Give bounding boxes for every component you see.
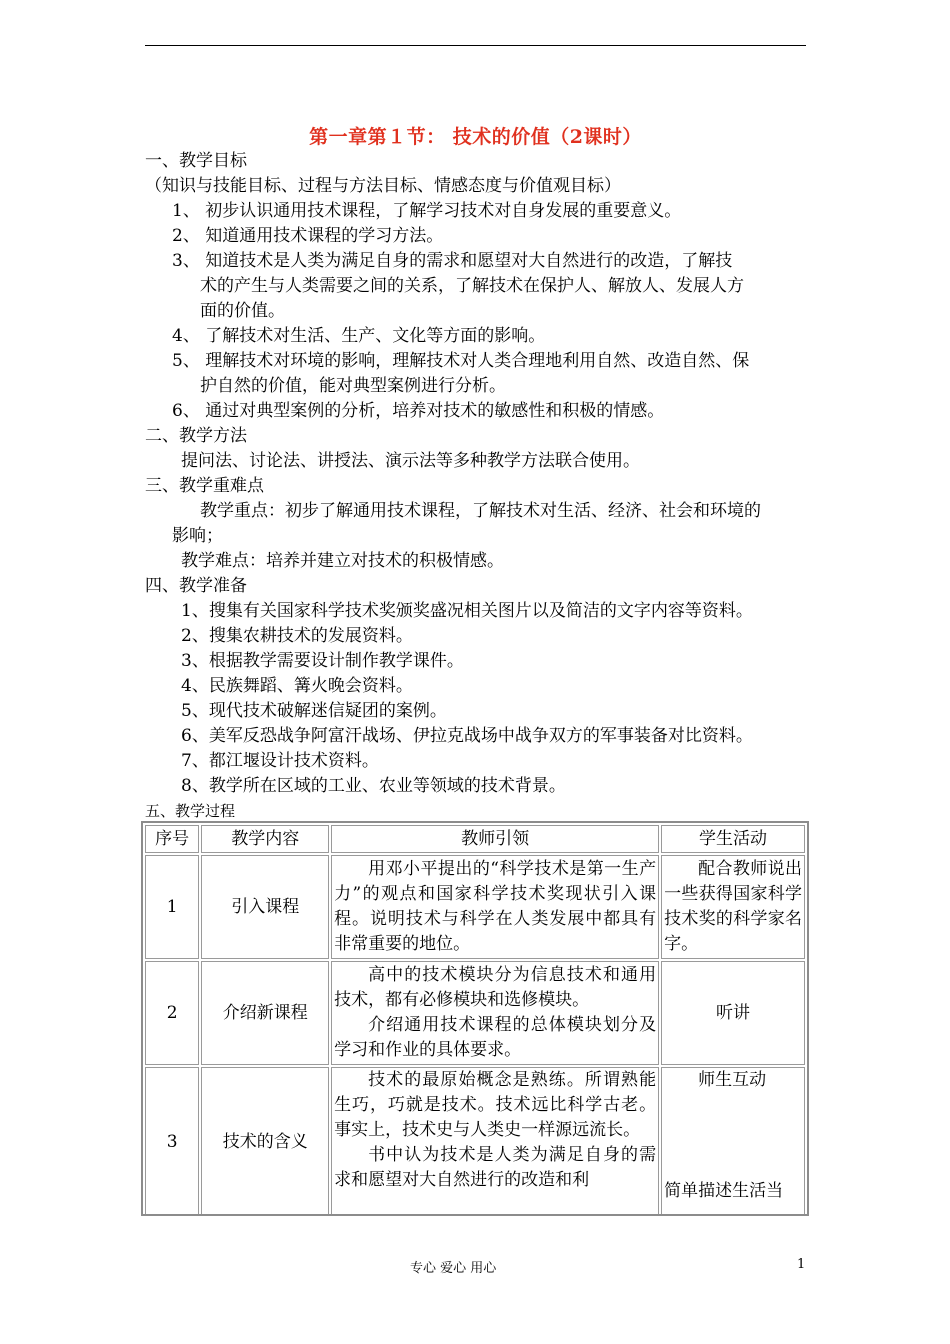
table-row: [145, 1067, 805, 1216]
row-content: 引入课程: [201, 855, 329, 959]
section-heading: 二、教学方法: [145, 426, 247, 446]
list-item: 3、根据教学需要设计制作教学课件。: [181, 651, 464, 671]
page-title: 第一章第１节： 技术的价值（2课时）: [309, 126, 642, 148]
text-line: 教学重点：初步了解通用技术课程，了解技术对生活、经济、社会和环境的: [200, 501, 761, 521]
list-item: 8、教学所在区域的工业、农业等领域的技术背景。: [181, 776, 566, 796]
row-content: 技术的含义: [201, 1067, 329, 1216]
header-rule: [145, 45, 806, 46]
section-heading: 三、教学重难点: [145, 476, 264, 496]
list-item: 7、都江堰设计技术资料。: [181, 751, 379, 771]
page-number: 1: [797, 1257, 806, 1272]
table-row: [145, 961, 805, 1065]
text-line: 术的产生与人类需要之间的关系，了解技术在保护人、解放人、发展人方: [200, 276, 744, 296]
student-paragraph: 配合教师说出一些获得国家科学技术奖的科学家名字。: [664, 859, 802, 954]
text-line: 提问法、讨论法、讲授法、演示法等多种教学方法联合使用。: [181, 451, 640, 471]
column-header: 序号: [145, 825, 199, 853]
guide-paragraph: 介绍通用技术课程的总体模块划分及学习和作业的具体要求。: [334, 1015, 657, 1060]
row-number: 2: [145, 961, 199, 1065]
guide-paragraph: 高中的技术模块分为信息技术和通用技术，都有必修模块和选修模块。: [334, 965, 657, 1010]
row-number: 1: [145, 855, 199, 959]
footer-slogan: 专心 爱心 用心: [410, 1261, 497, 1276]
guide-paragraph: 用邓小平提出的“科学技术是第一生产力”的观点和国家科学技术奖现状引入课程。说明技术与科学在人类发展中都具有非常重要的地位。: [334, 859, 657, 954]
row-guide: [331, 855, 659, 959]
section-heading: 一、教学目标: [145, 151, 247, 171]
row-student: [661, 1067, 805, 1216]
text-line: 影响；: [172, 526, 223, 546]
row-student: 听讲: [661, 961, 805, 1065]
teaching-process-table: [141, 821, 809, 1216]
list-item: 6、美军反恐战争阿富汗战场、伊拉克战场中战争双方的军事装备对比资料。: [181, 726, 753, 746]
list-item: 3、 知道技术是人类为满足自身的需求和愿望对大自然进行的改造，了解技: [172, 251, 733, 271]
text-line: 面的价值。: [200, 301, 285, 321]
list-item: 6、 通过对典型案例的分析，培养对技术的敏感性和积极的情感。: [172, 401, 665, 421]
text-line: 护自然的价值，能对典型案例进行分析。: [200, 376, 506, 396]
list-item: 4、 了解技术对生活、生产、文化等方面的影响。: [172, 326, 546, 346]
row-guide: [331, 1067, 659, 1216]
row-guide: [331, 961, 659, 1065]
list-item: 4、民族舞蹈、篝火晚会资料。: [181, 676, 413, 696]
column-header: 学生活动: [661, 825, 805, 853]
table-header-row: [145, 825, 805, 853]
list-item: 1、 初步认识通用技术课程，了解学习技术对自身发展的重要意义。: [172, 201, 682, 221]
section-heading: 五、教学过程: [145, 802, 236, 820]
guide-paragraph: 技术的最原始概念是熟练。所谓熟能生巧，巧就是技术。技术远比科学古老。事实上，技术史与人类史一样源远流长。: [334, 1070, 657, 1140]
row-student: [661, 855, 805, 959]
list-item: 1、搜集有关国家科学技术奖颁奖盛况相关图片以及简洁的文字内容等资料。: [181, 601, 753, 621]
list-item: 5、 理解技术对环境的影响，理解技术对人类合理地利用自然、改造自然、保: [172, 351, 750, 371]
list-item: 2、搜集农耕技术的发展资料。: [181, 626, 413, 646]
text-line: （知识与技能目标、过程与方法目标、情感态度与价值观目标）: [145, 176, 621, 196]
student-paragraph: 简单描述生活当: [664, 1181, 784, 1201]
row-content: 介绍新课程: [201, 961, 329, 1065]
guide-paragraph: 书中认为技术是人类为满足自身的需求和愿望对大自然进行的改造和利: [334, 1145, 657, 1190]
column-header: 教学内容: [201, 825, 329, 853]
section-heading: 四、教学准备: [145, 576, 247, 596]
list-item: 2、 知道通用技术课程的学习方法。: [172, 226, 444, 246]
column-header: 教师引领: [331, 825, 659, 853]
student-paragraph: 师生互动: [698, 1070, 767, 1090]
table-row: [145, 855, 805, 959]
list-item: 5、现代技术破解迷信疑团的案例。: [181, 701, 447, 721]
row-number: 3: [145, 1067, 199, 1216]
text-line: 教学难点：培养并建立对技术的积极情感。: [181, 551, 504, 571]
